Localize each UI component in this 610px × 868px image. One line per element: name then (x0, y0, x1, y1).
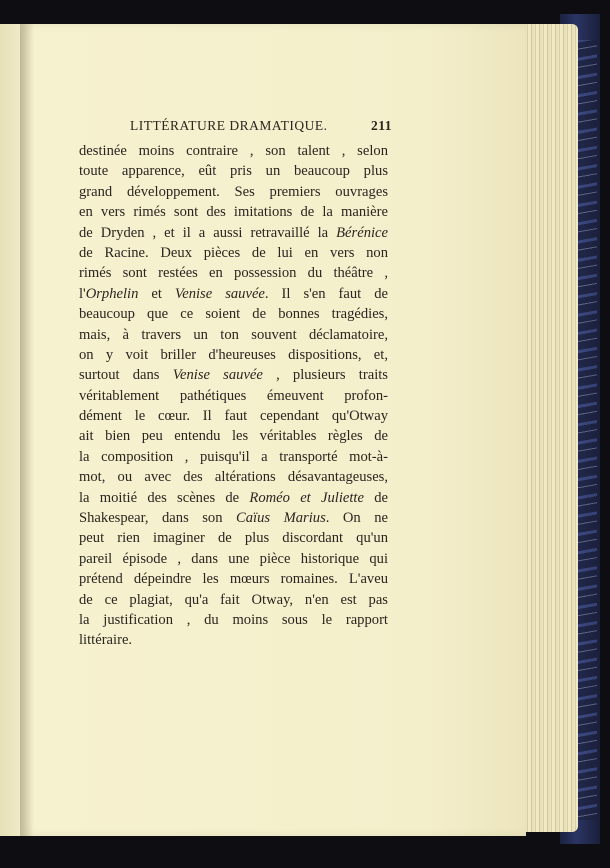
line-segment: , plusieurs traits (262, 367, 388, 384)
page-number: 211 (370, 118, 392, 133)
text-line: peut rien imaginer de plus discordant qu'un (79, 530, 388, 547)
text-line: rimés sont restées en possession du théâtre , (79, 265, 388, 282)
text-line: toute apparence, eût pris un beaucoup plus (79, 163, 388, 180)
running-head (130, 118, 392, 136)
line-segment: Shakespear, dans son (79, 510, 237, 527)
text-line: mais, à travers un ton souvent déclamatoire, (79, 326, 388, 343)
italic-title: Caïus Marius (236, 510, 326, 527)
line-segment: et (138, 285, 175, 302)
line-segment: la moitié des scènes de (79, 489, 250, 506)
text-line: la justification , du moins sous le rapport (79, 611, 388, 628)
text-line: pareil épisode , dans une pièce historique qui (79, 550, 388, 567)
text-line: grand développement. Ses premiers ouvrages (79, 183, 388, 200)
text-line: la composition , puisqu'il a transporté mot-à- (79, 448, 388, 465)
line-segment: . Il s'en faut de (264, 285, 388, 302)
text-line: dément le cœur. Il faut cependant qu'Otway (79, 408, 388, 425)
text-line: on y voit briller d'heureuses dispositions, et, (79, 346, 388, 363)
text-line: véritablement pathétiques émeuvent profon- (79, 387, 388, 404)
text-line: de ce plagiat, qu'a fait Otway, n'en est pas (79, 591, 388, 608)
text-line: en vers rimés sont des imitations de la manière (79, 204, 388, 221)
body-text (79, 141, 388, 651)
text-line (79, 508, 388, 528)
marbled-cover-pattern (575, 40, 597, 820)
text-line: mot, ou avec des altérations désavantageuses, (79, 469, 388, 486)
text-line (79, 223, 388, 243)
line-segment: l' (79, 285, 86, 302)
italic-title: Orphelin (85, 285, 139, 302)
bleed-through-text (80, 644, 380, 664)
line-segment: . On ne (325, 510, 388, 527)
line-segment: de (363, 489, 388, 506)
running-title: LITTÉRATURE DRAMATIQUE. (130, 118, 328, 133)
text-line: beaucoup que ce soient de bonnes tragédies, (79, 306, 388, 323)
left-page-edge (0, 24, 20, 836)
text-line: de Racine. Deux pièces de lui en vers non (79, 244, 388, 261)
italic-title: Roméo et Juliette (249, 489, 364, 506)
gutter-shadow (20, 24, 34, 836)
text-line: destinée moins contraire , son talent , selon (79, 143, 388, 159)
text-line: prétend dépeindre les mœurs romaines. L'aveu (79, 571, 388, 588)
line-segment: de Dryden , et il a aussi retravaillé la (79, 224, 337, 241)
italic-title: Venise sauvée (174, 285, 265, 302)
text-line (79, 365, 388, 385)
text-line: ait bien peu entendu les véritables règles de (79, 428, 388, 445)
italic-title: Bérénice (336, 224, 388, 241)
text-line (79, 488, 388, 508)
italic-title: Venise sauvée (172, 367, 263, 384)
text-line: littéraire. (79, 632, 133, 649)
line-segment: surtout dans (79, 367, 173, 384)
text-line (79, 284, 388, 304)
